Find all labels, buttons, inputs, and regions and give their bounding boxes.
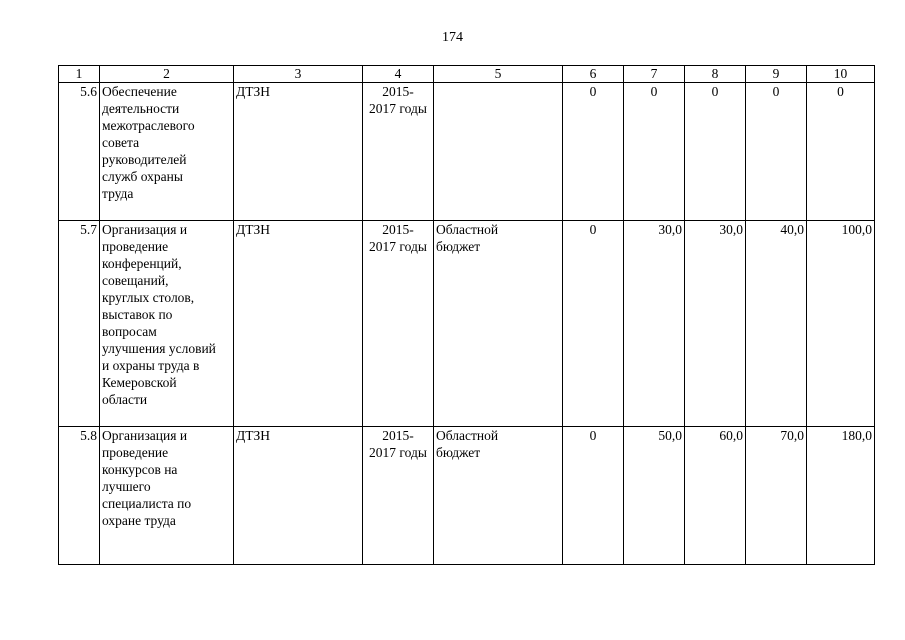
item-funding-source bbox=[434, 83, 563, 221]
item-value-col6: 0 bbox=[563, 83, 624, 221]
column-number-3: 3 bbox=[234, 66, 363, 83]
item-number: 5.6 bbox=[59, 83, 100, 221]
item-name: Организация и проведение конкурсов на лучшего специалиста по охране труда bbox=[100, 427, 234, 565]
column-number-8: 8 bbox=[685, 66, 746, 83]
column-number-4: 4 bbox=[363, 66, 434, 83]
item-value-col10: 0 bbox=[807, 83, 875, 221]
table-row bbox=[59, 221, 875, 427]
column-number-7: 7 bbox=[624, 66, 685, 83]
item-funding-source: Областной бюджет bbox=[434, 427, 563, 565]
item-value-col9: 0 bbox=[746, 83, 807, 221]
item-value-col6: 0 bbox=[563, 427, 624, 565]
item-name: Организация и проведение конференций, совещаний, круглых столов, выставок по вопросам улучшения условий и охраны труда в Кемеровской области bbox=[100, 221, 234, 427]
item-name: Обеспечение деятельности межотраслевого совета руководителей служб охраны труда bbox=[100, 83, 234, 221]
item-value-col6: 0 bbox=[563, 221, 624, 427]
item-value-col10: 180,0 bbox=[807, 427, 875, 565]
item-value-col9: 40,0 bbox=[746, 221, 807, 427]
column-number-6: 6 bbox=[563, 66, 624, 83]
item-number: 5.8 bbox=[59, 427, 100, 565]
item-period: 2015- 2017 годы bbox=[363, 83, 434, 221]
item-value-col10: 100,0 bbox=[807, 221, 875, 427]
program-table bbox=[58, 65, 875, 565]
table-row bbox=[59, 427, 875, 565]
item-executor: ДТЗН bbox=[234, 427, 363, 565]
item-period: 2015- 2017 годы bbox=[363, 221, 434, 427]
table-row bbox=[59, 83, 875, 221]
item-value-col7: 0 bbox=[624, 83, 685, 221]
item-number: 5.7 bbox=[59, 221, 100, 427]
item-funding-source: Областной бюджет bbox=[434, 221, 563, 427]
page-number: 174 bbox=[442, 30, 463, 45]
column-number-5: 5 bbox=[434, 66, 563, 83]
column-number-2: 2 bbox=[100, 66, 234, 83]
item-executor: ДТЗН bbox=[234, 221, 363, 427]
column-number-9: 9 bbox=[746, 66, 807, 83]
item-executor: ДТЗН bbox=[234, 83, 363, 221]
column-number-1: 1 bbox=[59, 66, 100, 83]
item-period: 2015- 2017 годы bbox=[363, 427, 434, 565]
item-value-col7: 50,0 bbox=[624, 427, 685, 565]
item-value-col7: 30,0 bbox=[624, 221, 685, 427]
item-value-col8: 60,0 bbox=[685, 427, 746, 565]
item-value-col8: 0 bbox=[685, 83, 746, 221]
column-number-row bbox=[59, 66, 875, 83]
item-value-col8: 30,0 bbox=[685, 221, 746, 427]
item-value-col9: 70,0 bbox=[746, 427, 807, 565]
column-number-10: 10 bbox=[807, 66, 875, 83]
